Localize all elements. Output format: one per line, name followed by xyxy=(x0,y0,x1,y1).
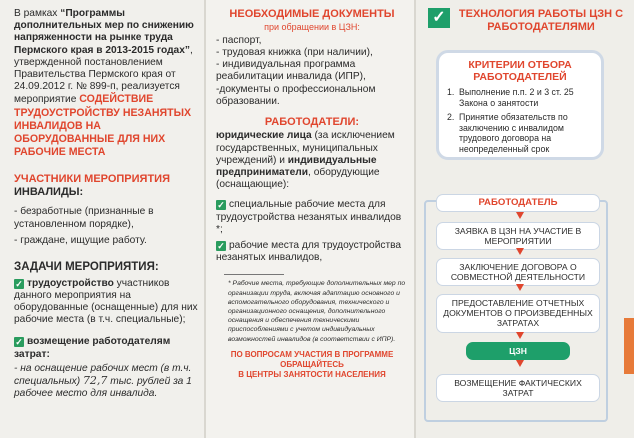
arrow-down-icon xyxy=(516,212,524,219)
contact-line: В ЦЕНТРЫ ЗАНЯТОСТИ НАСЕЛЕНИЯ xyxy=(238,369,386,379)
employers-description: юридические лица (за исключением государственных, муниципальных учреждений) и индивидуальные предприниматели, оборудующие (оснащающие): xyxy=(216,130,395,191)
doc-item: - паспорт, xyxy=(216,34,262,46)
flow-step-application: ЗАЯВКА В ЦЗН НА УЧАСТИЕ В МЕРОПРИЯТИИ xyxy=(436,222,600,250)
participants-subtitle: ИНВАЛИДЫ: xyxy=(14,185,84,198)
footnote-divider xyxy=(224,274,284,275)
doc-item: - индивидуальная программа реабилитации инвалида (ИПР), xyxy=(216,59,366,83)
participant-item: - граждане, ищущие работу. xyxy=(14,234,147,246)
workflow-diagram xyxy=(424,190,608,434)
participants-title: УЧАСТНИКИ МЕРОПРИЯТИЯ xyxy=(14,173,170,186)
edge-tab xyxy=(624,318,634,374)
task-item: ✓ возмещение работодателям затрат: xyxy=(14,336,171,360)
criteria-item: 2. Принятие обязательств по заключению с инвалидом трудового договора на неопределенный срок xyxy=(447,112,568,154)
technology-header xyxy=(422,6,628,44)
participant-item: - безработные (признанные в установленном порядке), xyxy=(14,206,154,230)
handwritten-amount: 72,7 xyxy=(82,373,108,387)
intro-paragraph: В рамках “Программы дополнительных мер по снижению напряженности на рынке труда Пермского края в 2013-2015 годах”, утвержденной постановлением Правительства Пермского края от 24.09.2012 г. № 899-п, реализуется мероприятие СОДЕЙСТВИЕ ТРУДОУСТРОЙСТВУ НЕЗАНЯТЫХ ИНВАЛИДОВ НА ОБОРУДОВАННЫЕ ДЛЯ НИХ РАБОЧИЕ МЕСТА xyxy=(14,8,194,159)
docs-subtitle: при обращении в ЦЗН: xyxy=(264,21,360,32)
arrow-down-icon xyxy=(516,248,524,255)
task-item: ✓ трудоустройство участников данного мероприятия на оборудованные (оснащенные) для них рабочие места (в т.ч. специальные); xyxy=(14,277,198,326)
criteria-box xyxy=(436,50,604,160)
check-icon: ✓ xyxy=(15,278,23,289)
criteria-title: КРИТЕРИИ ОТБОРА РАБОТОДАТЕЛЕЙ xyxy=(468,59,572,83)
workplace-item: ✓ рабочие места для трудоустройства незанятых инвалидов, xyxy=(216,240,402,264)
docs-title: НЕОБХОДИМЫЕ ДОКУМЕНТЫ xyxy=(229,8,395,20)
doc-item: -документы о профессиональном образовании. xyxy=(216,83,376,107)
program-measure-name: СОДЕЙСТВИЕ ТРУДОУСТРОЙСТВУ НЕЗАНЯТЫХ ИНВАЛИДОВ НА ОБОРУДОВАННЫЕ ДЛЯ НИХ РАБОЧИЕ МЕСТА xyxy=(14,93,192,159)
doc-item: - трудовая книжка (при наличии), xyxy=(216,46,373,58)
flow-step-reimbursement: ВОЗМЕЩЕНИЕ ФАКТИЧЕСКИХ ЗАТРАТ xyxy=(436,374,600,402)
left-panel xyxy=(0,0,204,438)
middle-panel xyxy=(206,0,414,438)
criteria-item: 1. Выполнение п.п. 2 и 3 ст. 25 Закона о занятости xyxy=(447,87,574,108)
flow-step-czn: ЦЗН xyxy=(466,342,570,360)
check-icon: ✓ xyxy=(428,8,450,28)
check-icon: ✓ xyxy=(217,241,225,252)
technology-title: ТЕХНОЛОГИЯ РАБОТЫ ЦЗН С РАБОТОДАТЕЛЯМИ xyxy=(458,8,624,33)
tasks-title: ЗАДАЧИ МЕРОПРИЯТИЯ: xyxy=(14,261,159,274)
footnote: * Рабочие места, требующие дополнительных мер по организации труда, включая адаптацию основного и вспомогательного оборудования, технического и организационного оснащения, дополнительного оснащения и обеспечения техническими приспособлениями с учетом индивидуальных возможностей инвалидов (в соответствии с ИПР). xyxy=(228,280,406,343)
workplace-item: ✓ специальные рабочие места для трудоустройства незанятых инвалидов *; xyxy=(216,199,402,235)
contact-line: ПО ВОПРОСАМ УЧАСТИЯ В ПРОГРАММЕ ОБРАЩАЙТЕСЬ xyxy=(230,349,394,369)
flow-step-reports: ПРЕДОСТАВЛЕНИЕ ОТЧЕТНЫХ ДОКУМЕНТОВ О ПРОИЗВЕДЕННЫХ ЗАТРАТАХ xyxy=(436,294,600,333)
arrow-down-icon xyxy=(516,332,524,339)
arrow-down-icon xyxy=(516,284,524,291)
employers-title: РАБОТОДАТЕЛИ: xyxy=(264,115,360,128)
arrow-down-icon xyxy=(516,360,524,367)
flow-step-agreement: ЗАКЛЮЧЕНИЕ ДОГОВОРА О СОВМЕСТНОЙ ДЕЯТЕЛЬНОСТИ xyxy=(436,258,600,286)
check-icon: ✓ xyxy=(15,337,23,348)
check-icon: ✓ xyxy=(217,200,225,211)
flow-step-employer: РАБОТОДАТЕЛЬ xyxy=(436,194,600,212)
task-detail: - на оснащение рабочих мест (в т.ч. специальных) 72,7 тыс. рублей за 1 рабочее место для инвалида. xyxy=(14,362,192,400)
